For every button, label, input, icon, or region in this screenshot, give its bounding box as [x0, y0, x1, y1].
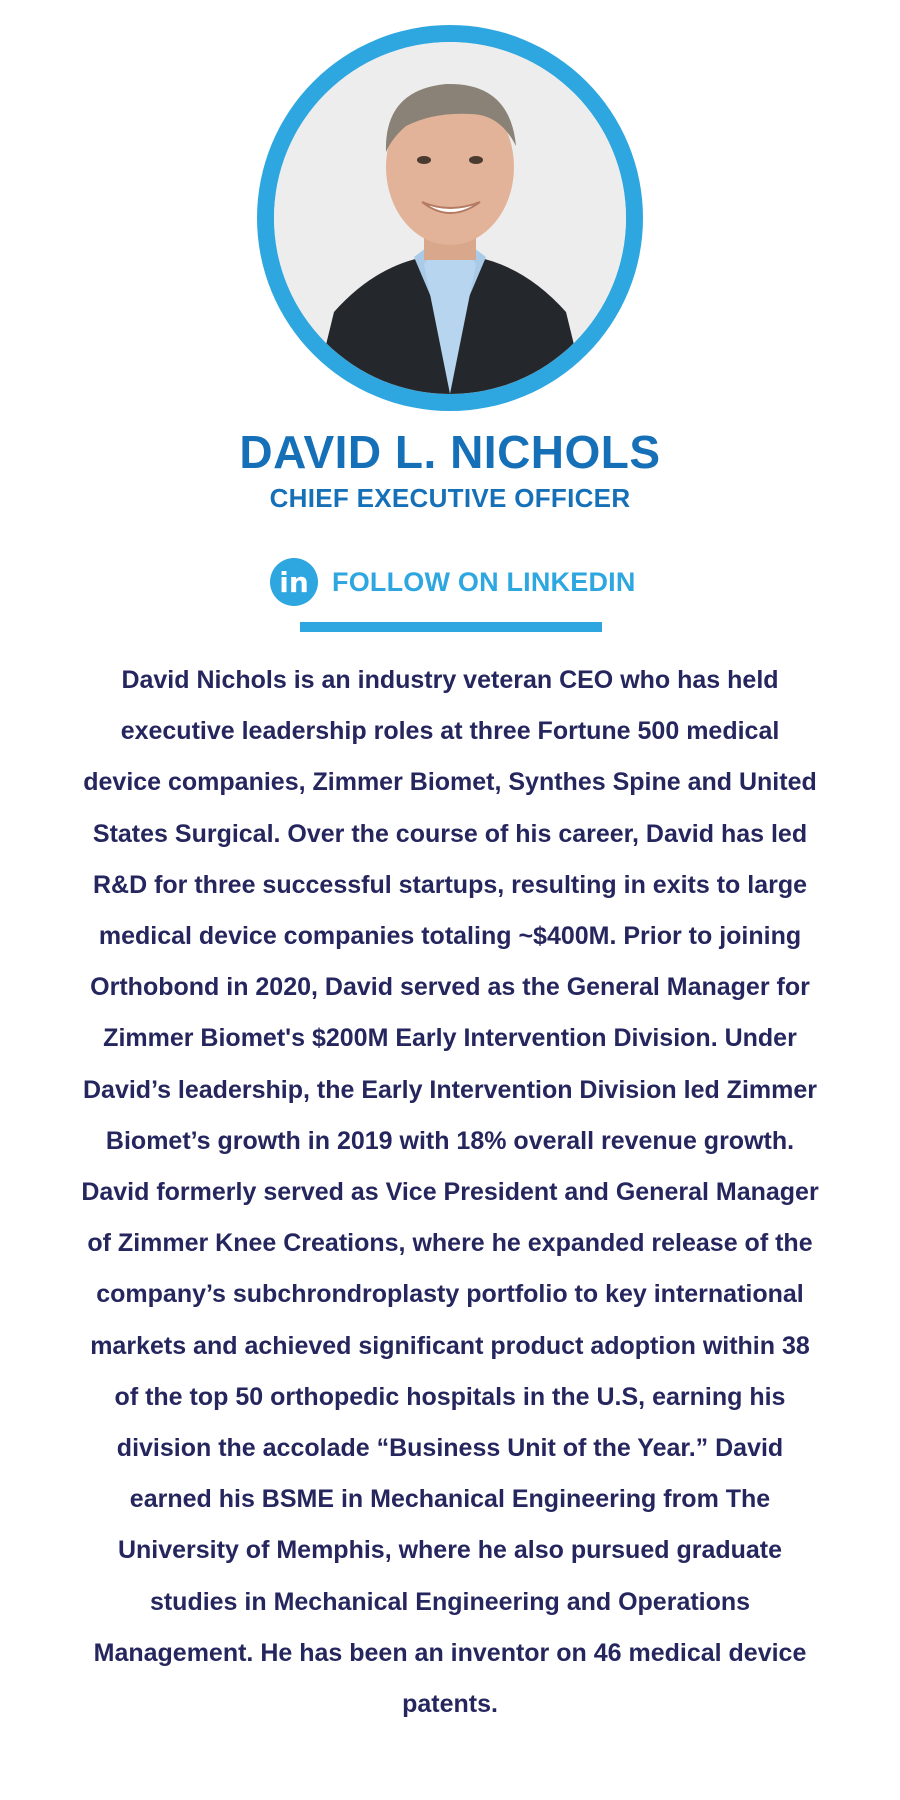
- follow-linkedin-label: FOLLOW ON LINKEDIN: [332, 566, 636, 597]
- person-name: DAVID L. NICHOLS: [239, 426, 661, 478]
- portrait-photo: [274, 42, 626, 394]
- avatar: [257, 25, 643, 411]
- follow-linkedin-link[interactable]: [270, 557, 636, 607]
- divider: [300, 622, 602, 632]
- bio-text: David Nichols is an industry veteran CEO who has held executive leadership roles at three Fortune 500 medical device companies, Zimmer Biomet, Synthes Spine and United States Surgical. Over the course of his career, David has led R&D for three successful startups, resulting in exits to large medical device companies totaling ~$400M. Prior to joining Orthobond in 2020, David served as the General Manager for Zimmer Biomet's $200M Early Intervention Division. Under David’s leadership, the Early Intervention Division led Zimmer Biomet’s growth in 2019 with 18% overall revenue growth. David formerly served as Vice President and General Manager of Zimmer Knee Creations, where he expanded release of the company’s subchrondroplasty portfolio to key international markets and achieved significant product adoption within 38 of the top 50 orthopedic hospitals in the U.S, earning his division the accolade “Business Unit of the Year.” David earned his BSME in Mechanical Engineering from The University of Memphis, where he also pursued graduate studies in Mechanical Engineering and Operations Management. He has been an inventor on 46 medical device patents.: [81, 666, 819, 1719]
- person-title: CHIEF EXECUTIVE OFFICER: [269, 483, 631, 513]
- linkedin-icon: in: [270, 558, 318, 606]
